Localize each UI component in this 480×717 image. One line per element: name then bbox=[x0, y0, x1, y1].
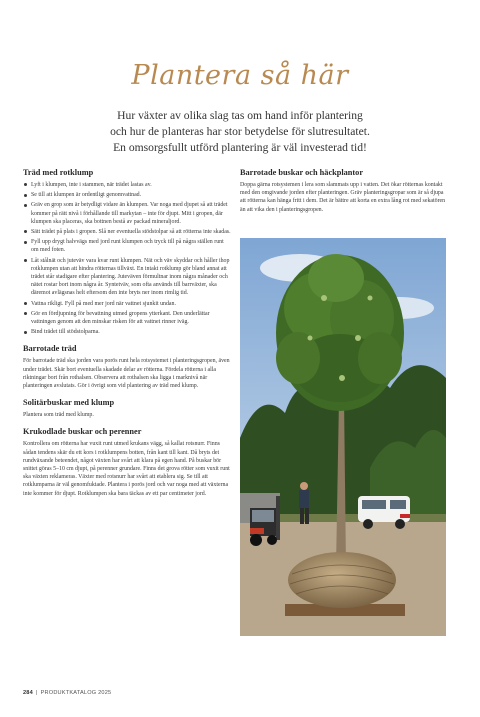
section-heading: Barrotade buskar och häckplantor bbox=[240, 168, 364, 177]
section-heading: Träd med rotklump bbox=[23, 168, 94, 177]
left-column bbox=[23, 168, 231, 506]
list-item-text: Fyll upp drygt halvvägs med jord runt klumpen och tryck till på några ställen runt om med foten. bbox=[31, 239, 224, 254]
section-text: För barrotade träd ska jorden vara porös runt hela rotsystemet i planteringsgropen, även under trädet. Skär bort eventuella skadade delar av rötterna. Fördela rötterna i alla riktningar bort från rothalsen. Observera att rothalsen ska ligga i marknivå när planteringen avslutats. Gör i övrigt som vid plantering av träd med klump. bbox=[23, 358, 230, 390]
page-footer bbox=[23, 690, 111, 696]
list-item-text: Låt stålnät och juteväv vara kvar runt klumpen. Nät och väv skyddar och håller ihop rotklumpen utan att hindra rötternas tillväxt. En intakt rotklump gör bland annat att trädet står stadigare efter plantering. Juteväven förmultnar inom några månader och nätet rostar bort inom några år. Syntetväv, som ofta används till barrväxter, ska däremot avlägsnas helt eftersom den inte bryts ner inom rimlig tid. bbox=[31, 257, 230, 297]
section-text: Plantera som träd med klump. bbox=[23, 412, 94, 419]
bullet-list bbox=[23, 181, 231, 336]
bullet-icon bbox=[24, 331, 27, 334]
list-item-text: Lyft i klumpen, inte i stammen, när trädet lastas av. bbox=[31, 182, 152, 188]
bullet-icon bbox=[24, 312, 27, 315]
page-number: 284 bbox=[23, 690, 33, 696]
section-heading: Solitärbuskar med klump bbox=[23, 398, 115, 408]
section-barrotade-buskar bbox=[240, 168, 446, 214]
page-title: Plantera så här bbox=[131, 60, 349, 91]
list-item-text: Vattna rikligt. Fyll på med mer jord när vattnet sjunkit undan. bbox=[31, 300, 176, 307]
bullet-icon bbox=[24, 259, 27, 262]
list-item bbox=[23, 201, 231, 226]
bullet-icon bbox=[24, 302, 27, 305]
list-item-text: Gör en fördjupning för bevattning utmed gropens ytterkant. Den underlättar vattningen genom att den minskar risken för att vattnet rinner iväg. bbox=[31, 310, 210, 326]
list-item bbox=[23, 191, 231, 199]
section-trad-med-rotklump bbox=[23, 168, 231, 336]
bullet-icon bbox=[24, 230, 27, 233]
list-item bbox=[23, 257, 231, 298]
list-item-text: Se till att klumpen är ordentligt genomvattnad. bbox=[31, 192, 142, 199]
lead-paragraph bbox=[60, 108, 420, 156]
tree-crown bbox=[276, 254, 404, 411]
right-column bbox=[240, 168, 446, 222]
bullet-icon bbox=[24, 204, 27, 207]
list-item bbox=[23, 328, 231, 336]
list-item-text: Sätt trädet på plats i gropen. Slå ner eventuella stödstolpar så att rötterna inte skadas. bbox=[31, 229, 231, 236]
list-item-text: Gräv en grop som är betydligt vidare än klumpen. Var noga med djupet så att trädet kommer på rätt nivå i förhållande till markytan – inte för djupt. Mitt i gropen, där klumpen ska placeras, ska bottnen bestå av packad mineraljord. bbox=[31, 202, 228, 225]
list-item bbox=[23, 228, 231, 236]
section-text: Kontrollera om rötterna har vuxit runt utmed krukans vägg, så kallat rotsnurr. Finns sådan tendens skär du ett kors i rotklumpens botten, från kant till kant. Då bryts det rundväxande beteendet, något växten har svårt att klara på egen hand. På buskar bör snittet göras 5–10 cm djupt, på perenner grundare. Finns det grova rötter som vuxit runt ska växten reklameras. Växter med rotsnurr har svårt att etablera sig. Se till att rotklumparna är väl genomfuktade. Plantera i porös jord och var noga med att växterna inte kommer för djupt. Rotklumpen ska bara täckas av ett par centimeter jord. bbox=[23, 441, 230, 497]
section-heading: Barrotade träd bbox=[23, 344, 77, 354]
lead-line: En omsorgsfullt utförd plantering är väl investerad tid! bbox=[113, 141, 367, 154]
section-barrotade-trad bbox=[23, 344, 231, 390]
list-item-text: Bind trädet till stödstolparna. bbox=[31, 329, 100, 336]
publication-name: PRODUKTKATALOG 2025 bbox=[40, 690, 112, 696]
section-text: Doppa gärna rotsystemen i lera som slammats upp i vatten. Det ökar rötternas kontakt med den omgivande jorden efter planteringen. Gräv planteringsgropar som är så djupa att rötterna kan hänga fritt i dem. Det är bättre att korta en extra lång rot med sekatören än att vika den i planteringsgropen. bbox=[240, 182, 446, 213]
tree-rootball-photo bbox=[240, 238, 446, 636]
photo-illustration bbox=[240, 238, 446, 636]
bullet-icon bbox=[24, 183, 27, 186]
list-item bbox=[23, 300, 231, 308]
list-item bbox=[23, 181, 231, 189]
lead-line: och hur de planteras har stor betydelse för slutresultatet. bbox=[110, 125, 370, 138]
bullet-icon bbox=[24, 241, 27, 244]
lead-line: Hur växter av olika slag tas om hand inför plantering bbox=[117, 109, 363, 122]
section-krukodlade bbox=[23, 427, 231, 497]
section-solitarbuskar bbox=[23, 398, 231, 419]
list-item bbox=[23, 238, 231, 254]
section-heading: Krukodlade buskar och perenner bbox=[23, 427, 142, 437]
list-item bbox=[23, 310, 231, 326]
bullet-icon bbox=[24, 194, 27, 197]
footer-separator: | bbox=[35, 690, 38, 696]
